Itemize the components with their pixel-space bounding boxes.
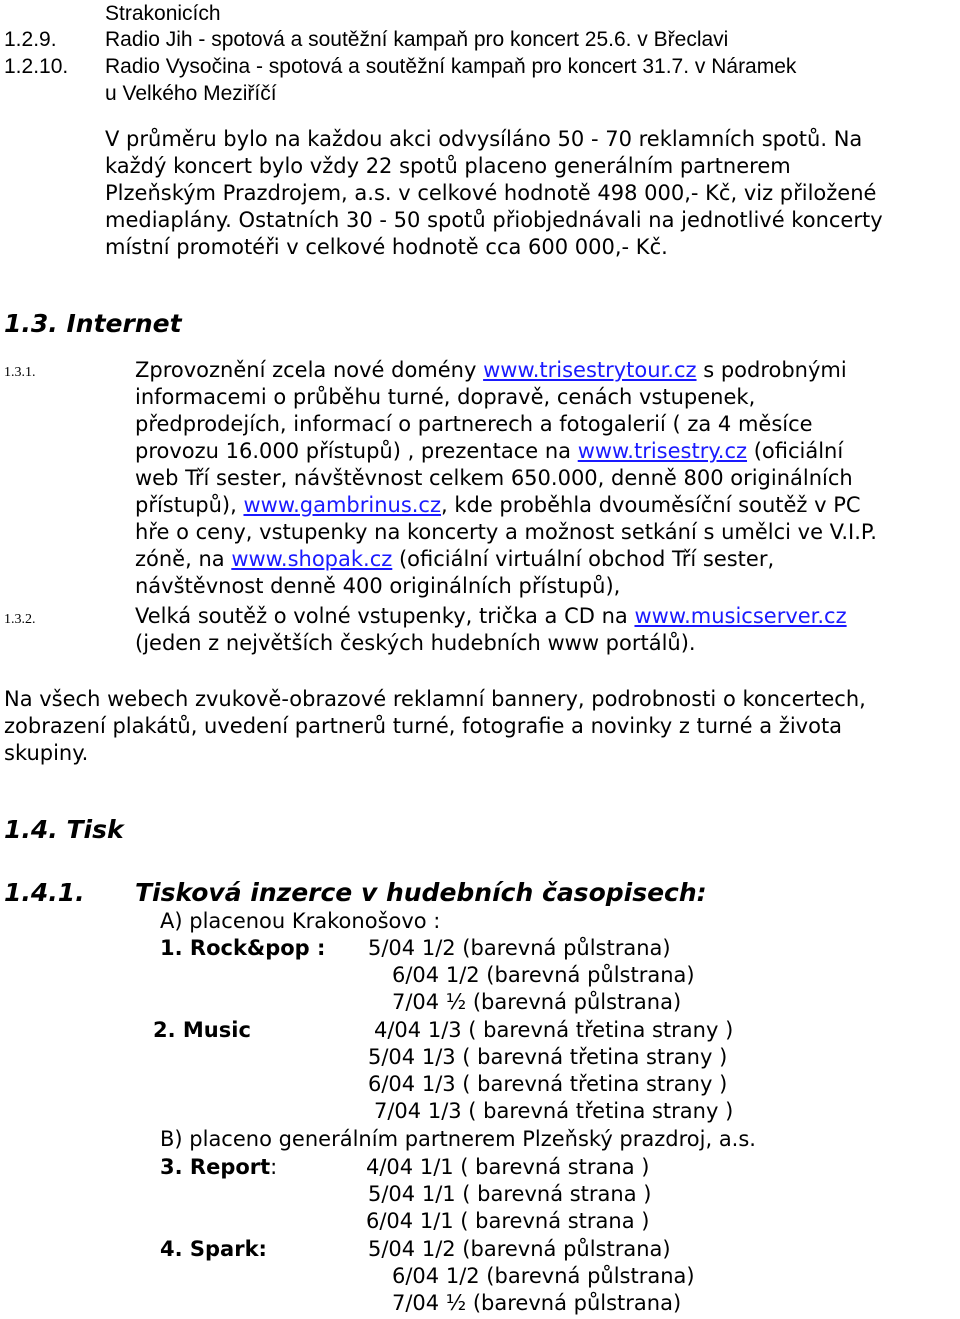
issue-entry: 6/04 1/1 ( barevná strana ): [366, 1209, 650, 1233]
issue-entry: 5/04 1/1 ( barevná strana ): [368, 1182, 652, 1206]
list-number: 1.3.1.: [4, 365, 36, 380]
paragraph-line: místní promotéři v celkové hodnotě cca 600 000,- Kč.: [105, 235, 668, 259]
paragraph-line: každý koncert bylo vždy 22 spotů placeno generálním partnerem: [105, 154, 791, 178]
list-number: 1.3.2.: [4, 612, 36, 627]
list-item-text: u Velkého Meziříčí: [105, 82, 277, 105]
subsection-number: 1.4.1.: [4, 878, 85, 907]
list-item-text: (jeden z největších českých hudebních www portálů).: [135, 631, 696, 655]
issue-entry: 6/04 1/2 (barevná půlstrana): [392, 963, 695, 987]
link-trisestry[interactable]: www.trisestry.cz: [577, 439, 748, 463]
list-item-text: zóně, na www.shopak.cz (oficiální virtuální obchod Tří sester,: [135, 547, 775, 571]
list-item-text: předprodejích, informací o partnerech a fotogalerií ( za 4 měsíce: [135, 412, 813, 436]
section-heading: 1.3. Internet: [4, 309, 182, 338]
list-item-text: provozu 16.000 přístupů) , prezentace na www.trisestry.cz (oficiální: [135, 439, 844, 463]
link-musicserver[interactable]: www.musicserver.cz: [634, 604, 847, 628]
issue-entry: 5/04 1/3 ( barevná třetina strany ): [368, 1045, 728, 1069]
issue-entry: 4/04 1/1 ( barevná strana ): [366, 1155, 650, 1179]
issue-entry: 6/04 1/3 ( barevná třetina strany ): [368, 1072, 728, 1096]
paragraph-line: Plzeňským Prazdrojem, a.s. v celkové hodnotě 498 000,- Kč, viz přiložené: [105, 181, 877, 205]
list-item-text: návštěvnost denně 400 originálních přístupů),: [135, 574, 621, 598]
paragraph-line: skupiny.: [4, 741, 89, 765]
paragraph-line: mediaplány. Ostatních 30 - 50 spotů přiobjednávali na jednotlivé koncerty: [105, 208, 883, 232]
magazine-label: 3. Report:: [160, 1155, 278, 1179]
group-label: B) placeno generálním partnerem Plzeňský prazdroj, a.s.: [160, 1127, 756, 1151]
section-heading: 1.4. Tisk: [4, 815, 124, 844]
group-label: A) placenou Krakonošovo :: [160, 909, 441, 933]
list-item-text: Zprovoznění zcela nové domény www.trisestrytour.cz s podrobnými: [135, 358, 847, 382]
list-item-text: Velká soutěž o volné vstupenky, trička a CD na www.musicserver.cz: [135, 604, 847, 628]
paragraph-line: Na všech webech zvukově-obrazové reklamní bannery, podrobnosti o koncertech,: [4, 687, 866, 711]
link-shopak[interactable]: www.shopak.cz: [231, 547, 393, 571]
list-item-text: Radio Jih - spotová a soutěžní kampaň pro koncert 25.6. v Břeclavi: [105, 28, 729, 51]
list-item-text: hře o ceny, vstupenky na koncerty a možnost setkání s umělci ve V.I.P.: [135, 520, 877, 544]
magazine-label: 4. Spark:: [160, 1237, 267, 1261]
list-item-text: Radio Vysočina - spotová a soutěžní kampaň pro koncert 31.7. v Náramek: [105, 55, 797, 78]
magazine-label: 1. Rock&pop :: [160, 936, 326, 960]
link-gambrinus[interactable]: www.gambrinus.cz: [243, 493, 441, 517]
list-item-text: web Tří sester, návštěvnost celkem 650.000, denně 800 originálních: [135, 466, 853, 490]
issue-entry: 7/04 ½ (barevná půlstrana): [392, 990, 682, 1014]
magazine-label: 2. Music: [153, 1018, 251, 1042]
issue-entry: 4/04 1/3 ( barevná třetina strany ): [374, 1018, 734, 1042]
issue-entry: 7/04 ½ (barevná půlstrana): [392, 1291, 682, 1315]
list-continuation: Strakonicích: [105, 2, 221, 25]
list-item-text: přístupů), www.gambrinus.cz, kde proběhla dvouměsíční soutěž v PC: [135, 493, 861, 517]
paragraph-line: V průměru bylo na každou akci odvysíláno 50 - 70 reklamních spotů. Na: [105, 127, 863, 151]
issue-entry: 5/04 1/2 (barevná půlstrana): [368, 1237, 671, 1261]
list-number: 1.2.9.: [4, 28, 57, 51]
list-number: 1.2.10.: [4, 55, 69, 78]
paragraph-line: zobrazení plakátů, uvedení partnerů turné, fotografie a novinky z turné a života: [4, 714, 843, 738]
subsection-title: Tisková inzerce v hudebních časopisech:: [135, 878, 707, 907]
issue-entry: 5/04 1/2 (barevná půlstrana): [368, 936, 671, 960]
issue-entry: 7/04 1/3 ( barevná třetina strany ): [374, 1099, 734, 1123]
issue-entry: 6/04 1/2 (barevná půlstrana): [392, 1264, 695, 1288]
link-trisestrytour[interactable]: www.trisestrytour.cz: [483, 358, 697, 382]
list-item-text: informacemi o průběhu turné, dopravě, cenách vstupenek,: [135, 385, 756, 409]
